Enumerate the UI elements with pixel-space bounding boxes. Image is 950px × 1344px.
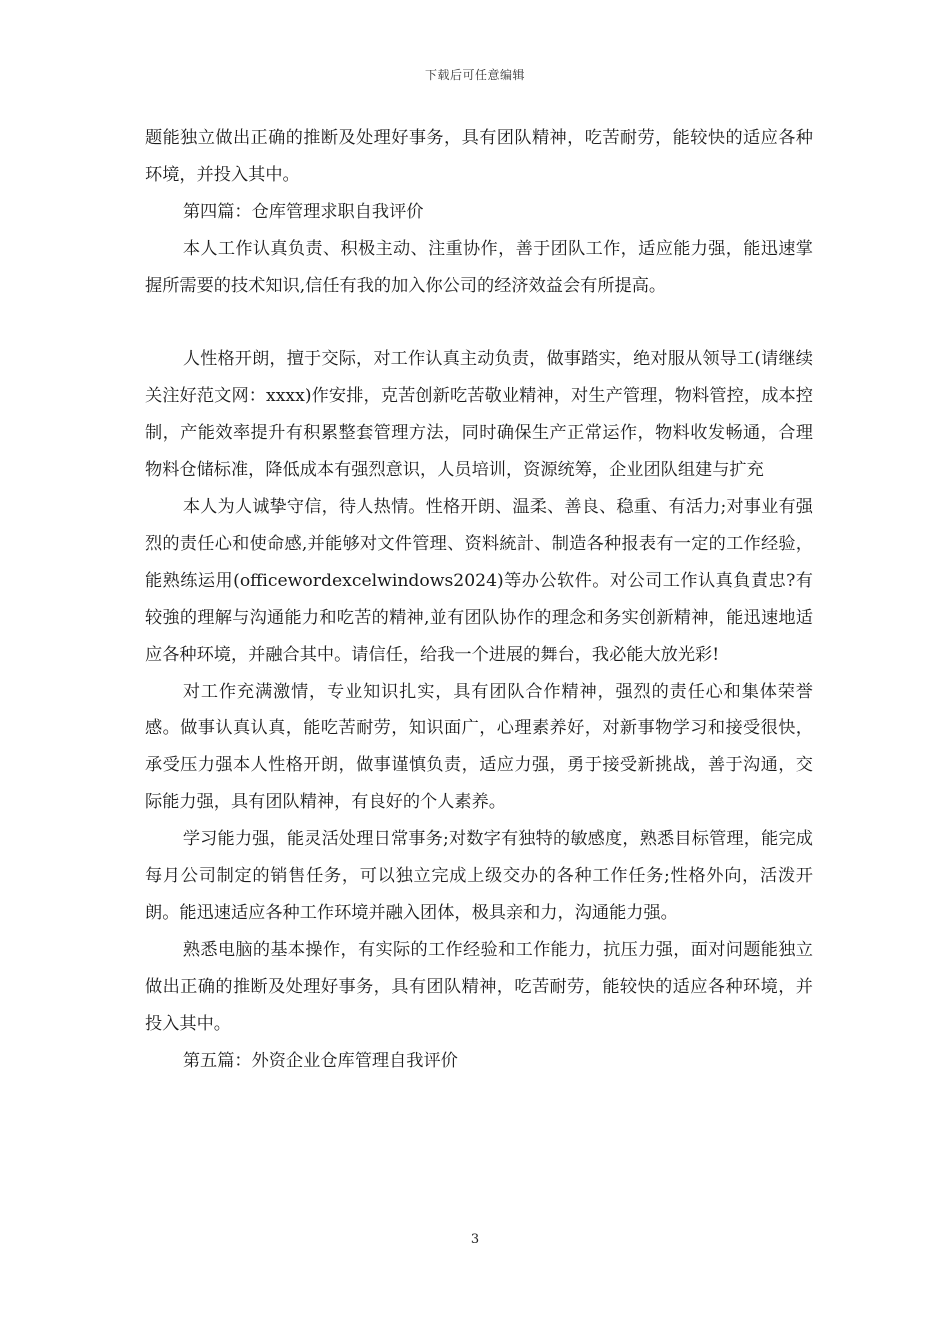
paragraph: 对工作充满激情，专业知识扎实，具有团队合作精神，强烈的责任心和集体荣誉感。做事认真认真，能吃苦耐劳，知识面广，心理素养好，对新事物学习和接受很快，承受压力强本人性格开朗，做事谨慎负责，适应力强，勇于接受新挑战，善于沟通，交际能力强，具有团队精神，有良好的个人素养。 (145, 681, 813, 813)
paragraph: 人性格开朗，擅于交际，对工作认真主动负责，做事踏实，绝对服从领导工(请继续关注好范文网：xxxx)作安排，克苦创新吃苦敬业精神，对生产管理，物料管控，成本控制，产能效率提升有积累整套管理方法，同时确保生产正常运作，物料收发畅通，合理物料仓储标准，降低成本有强烈意识，人员培训，资源统筹，企业团队组建与扩充 (145, 349, 813, 481)
section-heading-4: 第四篇：仓库管理求职自我评价 (182, 201, 424, 222)
page-number: 3 (470, 1232, 480, 1247)
paragraph: 学习能力强，能灵活处理日常事务;对数字有独特的敏感度，熟悉目标管理，能完成每月公司制定的销售任务，可以独立完成上级交办的各种工作任务;性格外向，活泼开朗。能迅速适应各种工作环境并融入团体，极具亲和力，沟通能力强。 (145, 829, 813, 924)
paragraph-continued: 题能独立做出正确的推断及处理好事务，具有团队精神，吃苦耐劳，能较快的适应各种环境，并投入其中。 (145, 128, 813, 185)
paragraph: 熟悉电脑的基本操作，有实际的工作经验和工作能力，抗压力强，面对问题能独立做出正确的推断及处理好事务，具有团队精神，吃苦耐劳，能较快的适应各种环境，并投入其中。 (145, 939, 813, 1034)
page-header-note: 下载后可任意编辑 (424, 68, 525, 82)
document-body (145, 120, 813, 1080)
paragraph: 本人为人诚挚守信，待人热情。性格开朗、温柔、善良、稳重、有活力;对事业有强烈的责任心和使命感,并能够对文件管理、资料統計、制造各种报表有一定的工作经验，能熟练运用(officewordexcelwindows2024)等办公软件。对公司工作认真負責忠?有较強的理解与沟通能力和吃苦的精神,並有团队协作的理念和务实创新精神，能迅速地适应各种环境，并融合其中。请信任，给我一个进展的舞台，我必能大放光彩! (145, 497, 813, 665)
paragraph: 本人工作认真负责、积极主动、注重协作，善于团队工作，适应能力强，能迅速掌握所需要的技术知识,信任有我的加入你公司的经济效益会有所提高。 (145, 238, 813, 296)
section-heading-5: 第五篇：外资企业仓库管理自我评价 (182, 1050, 458, 1071)
blank-line (145, 305, 813, 342)
